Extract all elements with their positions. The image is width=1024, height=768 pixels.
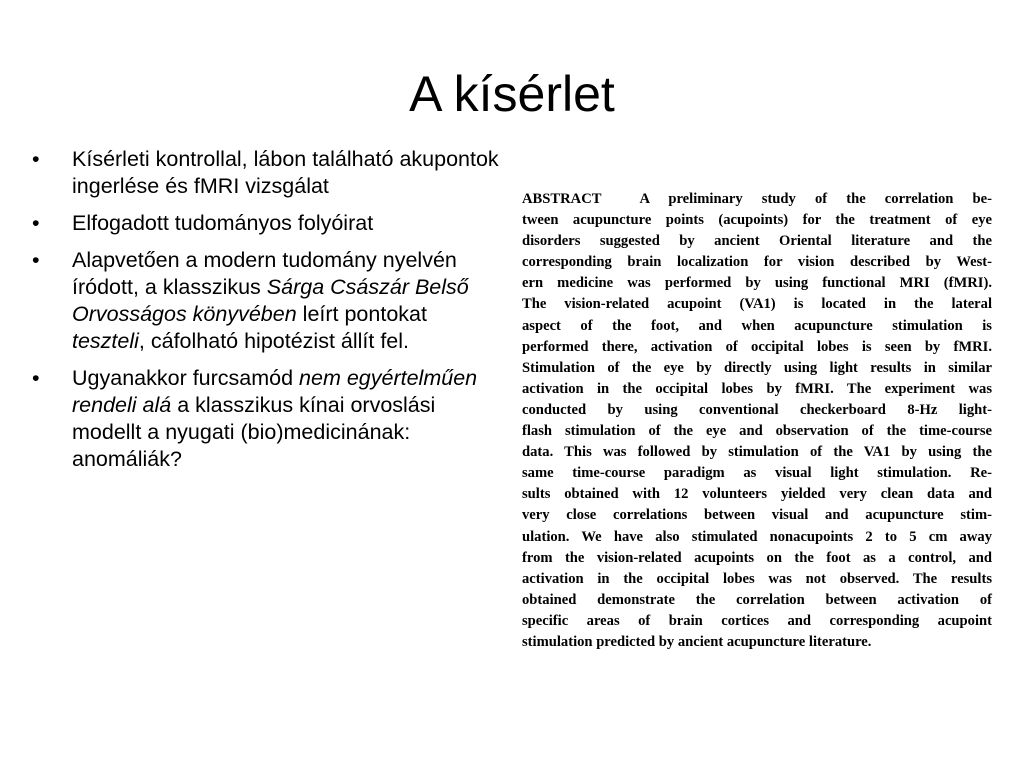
bullet-text (72, 366, 477, 471)
abstract-line: ern medicine was performed by using functional MRI (fMRI). (522, 275, 992, 292)
abstract-line: sults obtained with 12 volunteers yielded very clean data and (522, 486, 992, 503)
bullet-text-part: Alapvetően a modern tudomány nyelvén íródott, a klasszikus (72, 248, 457, 299)
bullet-text: Kísérleti kontrollal, lábon található akupontok ingerlése és fMRI vizsgálat (72, 147, 499, 198)
abstract-line: flash stimulation of the eye and observation of the time-course (522, 423, 992, 440)
abstract-line: very close correlations between visual and acupuncture stim- (522, 507, 992, 524)
abstract-line: from the vision-related acupoints on the foot as a control, and (522, 549, 992, 566)
abstract-line: same time-course paradigm as visual light stimulation. Re- (522, 465, 992, 482)
bullet-text: Elfogadott tudományos folyóirat (72, 211, 374, 235)
bullet-dot: • (32, 211, 40, 235)
abstract-line: Stimulation of the eye by directly using light results in similar (522, 359, 992, 376)
bullet-item (30, 210, 500, 237)
bullet-text-part: Ugyanakkor furcsamód (72, 366, 300, 390)
abstract-line: performed there, activation of occipital lobes is seen by fMRI. (522, 338, 992, 355)
abstract-line: data. This was followed by stimulation of the VA1 by using the (522, 444, 992, 461)
abstract-line: tween acupuncture points (acupoints) for the treatment of eye (522, 212, 992, 229)
book-title-italic: Sárga Császár Belső Orvosságos könyvében (72, 275, 469, 326)
slide-title: A kísérlet (409, 66, 615, 122)
bullet-text-part: , cáfolható hipotézist állít fel. (138, 329, 410, 353)
bullet-text (72, 248, 469, 353)
bullet-dot: • (32, 248, 40, 272)
abstract-line: ulation. We have also stimulated nonacupoints 2 to 5 cm away (522, 528, 992, 545)
abstract-line (522, 189, 992, 210)
abstract-line: aspect of the foot, and when acupuncture stimulation is (522, 317, 992, 334)
abstract-line: conducted by using conventional checkerboard 8-Hz light- (522, 401, 992, 418)
abstract-line: specific areas of brain cortices and corresponding acupoint (522, 612, 992, 629)
abstract-line: stimulation predicted by ancient acupuncture literature. (522, 633, 872, 650)
abstract-heading: ABSTRACT (522, 191, 602, 207)
bullet-dot: • (32, 366, 40, 390)
emphasis-italic: nem egyértelműen rendeli alá (72, 366, 478, 417)
bullet-text-part: leírt pontokat (296, 302, 427, 326)
abstract-scan-image (522, 189, 992, 651)
abstract-line-text: A preliminary study of the correlation be- (639, 191, 992, 207)
abstract-text (522, 189, 992, 653)
bullet-item (30, 146, 500, 200)
bullet-item (30, 365, 500, 473)
emphasis-italic: teszteli (72, 329, 139, 353)
bullet-text-part: a klasszikus kínai orvoslási modellt a nyugati (bio)medicinának: anomáliák? (72, 393, 436, 471)
abstract-line: disorders suggested by ancient Oriental literature and the (522, 233, 992, 250)
abstract-line: activation in the occipital lobes by fMRI. The experiment was (522, 380, 992, 397)
abstract-line: corresponding brain localization for vision described by West- (522, 254, 992, 271)
abstract-line: The vision-related acupoint (VA1) is located in the lateral (522, 296, 992, 313)
bullet-item (30, 247, 500, 355)
abstract-line: activation in the occipital lobes was not observed. The results (522, 570, 992, 587)
bullet-dot: • (32, 147, 40, 171)
bullet-list (30, 146, 500, 483)
abstract-line: obtained demonstrate the correlation between activation of (522, 591, 992, 608)
